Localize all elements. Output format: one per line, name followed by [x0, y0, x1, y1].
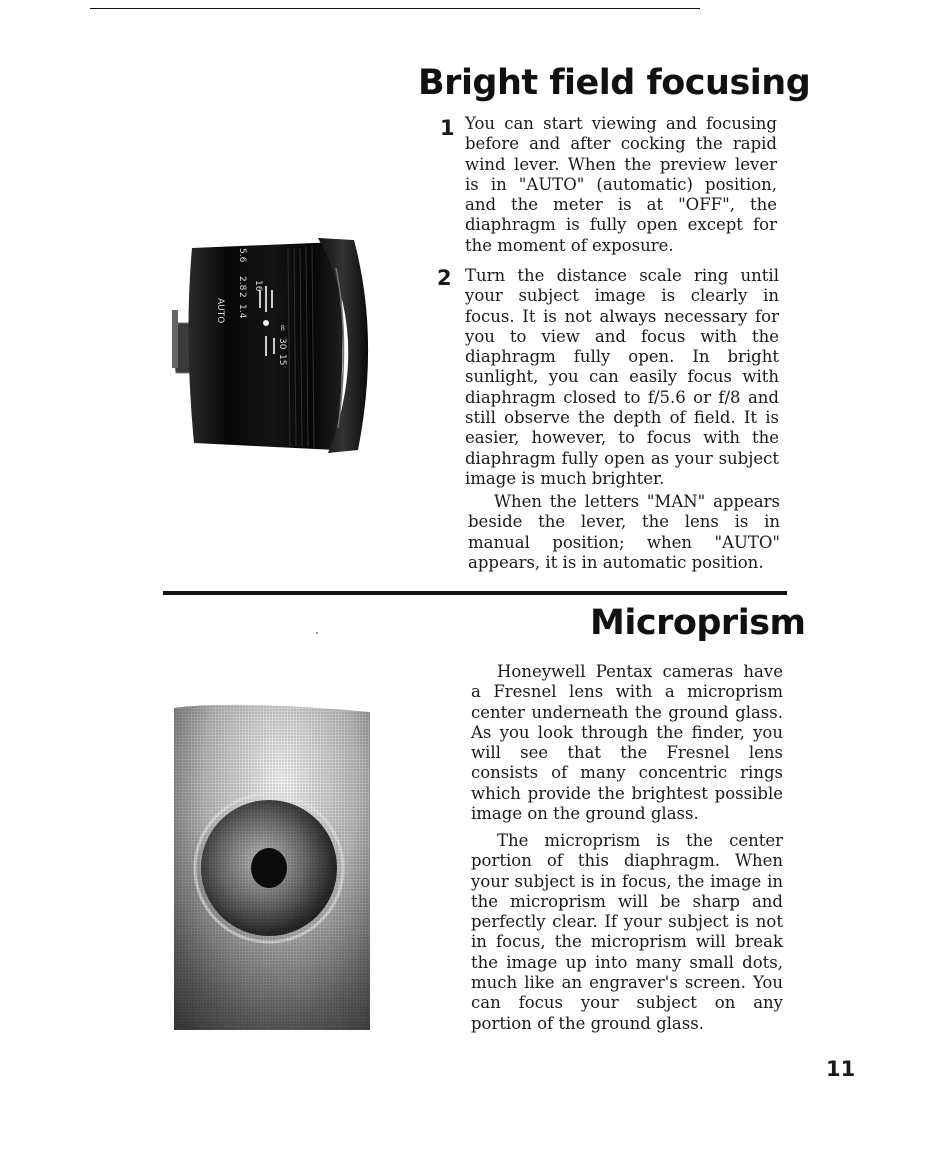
section-title-bright-field-focusing: Bright field focusing: [418, 63, 811, 103]
lens-marking: 2: [237, 292, 247, 298]
lens-marking: AUTO: [215, 298, 225, 324]
microprism-paragraph-2: The microprism is the center portion of this diaphragm. When your subject is in focus, the image in the microprism will be sharp and perfectly clear. If your subject is not in focus, the microprism will break the image up into many small dots, much like an engraver's screen. You can focus your subject on any portion of the ground glass.: [471, 831, 783, 1033]
step-number: 2: [437, 266, 452, 290]
lens-marking: 16: [253, 280, 263, 292]
man-auto-note: When the letters "MAN" appears beside the lever, the lens is in manual position; when "AUTO" appears, it is in automatic position.: [468, 492, 780, 572]
page-number: 11: [826, 1057, 856, 1081]
lens-marking: 2.8: [237, 276, 247, 291]
step-1-text: You can start viewing and focusing before and after cocking the rapid wind lever. When the preview lever is in "AUTO" (automatic) position, and the meter is at "OFF", the diaphragm is fully open except for the moment of exposure.: [465, 114, 777, 255]
lens-marking: ∞: [277, 324, 287, 332]
lens-marking: 5.6: [237, 248, 247, 263]
top-rule: [90, 8, 700, 9]
lens-marking: 30: [277, 338, 287, 350]
microprism-photo: [174, 700, 370, 1030]
step-2-text: Turn the distance scale ring until your subject image is clearly in focus. It is not always necessary for you to view and focus with the diaphragm fully open. In bright sunlight, you can easily focus with diaphragm closed to f/5.6 or f/8 and still observe the depth of field. It is easier, however, to focus with the diaphragm fully open as your subject image is much brighter.: [465, 266, 779, 488]
microprism-paragraph-1: Honeywell Pentax cameras have a Fresnel lens with a microprism center underneath the ground glass. As you look through the finder, you will see that the Fresnel lens consists of many concentric rings which provide the brightest possible image on the ground glass.: [471, 662, 783, 824]
print-speck: [316, 632, 318, 634]
section-title-microprism: Microprism: [590, 603, 806, 643]
section-divider: [163, 591, 787, 595]
lens-marking: 15: [277, 354, 287, 366]
step-number: 1: [440, 116, 455, 140]
lens-marking: 1.4: [237, 304, 247, 319]
lens-photo: [168, 228, 373, 454]
